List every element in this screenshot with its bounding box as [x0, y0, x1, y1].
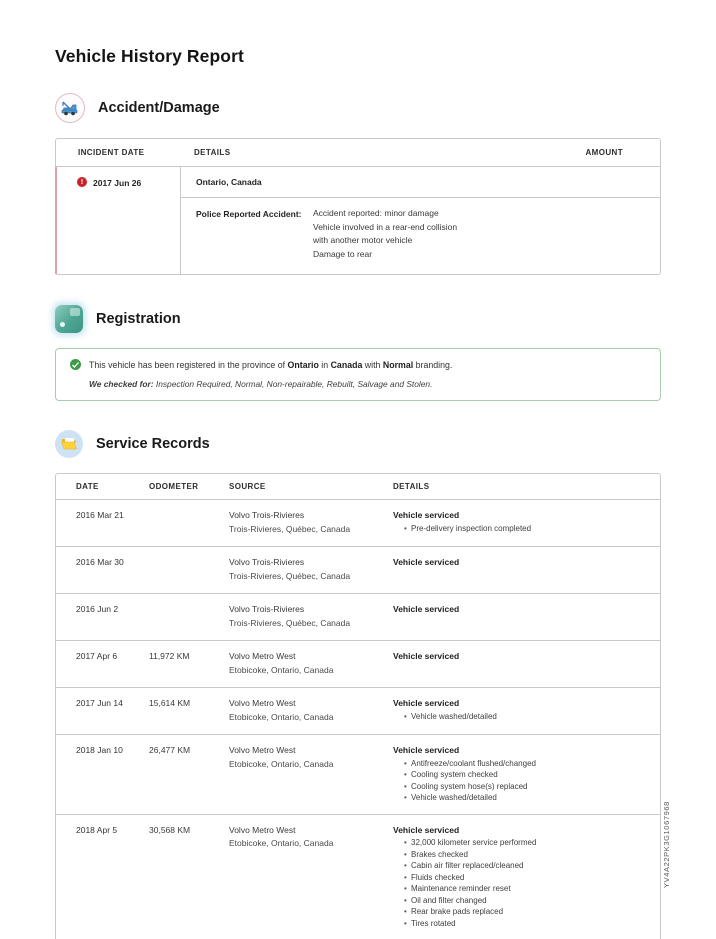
service-details [393, 824, 660, 930]
service-detail-text: 32,000 kilometer service performed [404, 837, 536, 849]
service-detail-text: Cooling system hose(s) replaced [404, 781, 528, 793]
service-details-list [393, 523, 660, 535]
bullet-icon: • [393, 769, 404, 781]
registration-section-title: Registration [96, 311, 181, 327]
bullet-icon: • [393, 872, 404, 884]
service-source [229, 509, 393, 536]
bullet-icon: • [393, 883, 404, 895]
service-table-row [56, 640, 660, 687]
service-date: 2018 Jan 10 [56, 744, 149, 804]
service-details [393, 556, 660, 583]
service-detail-text: Fluids checked [404, 872, 464, 884]
service-odometer: 11,972 KM [149, 650, 229, 677]
accident-col-amount: AMOUNT [530, 148, 660, 157]
service-detail-item [393, 849, 660, 861]
service-detail-item [393, 781, 660, 793]
bullet-icon: • [393, 758, 404, 770]
registration-checked-line: We checked for: Inspection Required, Normal, Non-repairable, Rebuilt, Salvage and Stolen. [89, 379, 646, 389]
accident-col-incident-date: INCIDENT DATE [56, 148, 179, 157]
accident-table [55, 138, 661, 275]
service-odometer [149, 603, 229, 630]
bullet-icon: • [393, 711, 404, 723]
service-details-title: Vehicle serviced [393, 556, 660, 570]
service-details [393, 603, 660, 630]
service-details-title: Vehicle serviced [393, 603, 660, 617]
service-source-location: Etobicoke, Ontario, Canada [229, 837, 393, 851]
vin-vertical-text: YV4A22PK3G1067968 [662, 768, 671, 888]
service-odometer: 26,477 KM [149, 744, 229, 804]
accident-report-label: Police Reported Accident: [196, 209, 313, 261]
service-source-name: Volvo Trois-Rivieres [229, 603, 393, 617]
bullet-icon: • [393, 906, 404, 918]
service-table-row [56, 814, 660, 939]
service-table [55, 473, 661, 939]
service-detail-text: Cabin air filter replaced/cleaned [404, 860, 524, 872]
accident-table-header [56, 139, 660, 167]
service-detail-item [393, 758, 660, 770]
service-source [229, 697, 393, 724]
service-source [229, 744, 393, 804]
service-detail-text: Oil and filter changed [404, 895, 487, 907]
service-detail-item [393, 918, 660, 930]
service-date: 2016 Mar 21 [56, 509, 149, 536]
accident-report-lines [313, 209, 457, 261]
check-icon [70, 359, 81, 370]
registration-card-icon [55, 305, 83, 333]
accident-report-line: Damage to rear [313, 248, 457, 262]
registration-notice [55, 348, 661, 401]
bullet-icon: • [393, 837, 404, 849]
service-detail-text: Brakes checked [404, 849, 468, 861]
service-detail-text: Rear brake pads replaced [404, 906, 503, 918]
service-col-date: DATE [56, 482, 149, 491]
service-odometer: 15,614 KM [149, 697, 229, 724]
service-details [393, 650, 660, 677]
service-source-location: Trois-Rivieres, Québec, Canada [229, 523, 393, 537]
service-table-header [56, 474, 660, 499]
service-detail-item [393, 860, 660, 872]
service-details-title: Vehicle serviced [393, 650, 660, 664]
accident-col-details: DETAILS [179, 148, 530, 157]
service-source [229, 556, 393, 583]
service-source-name: Volvo Metro West [229, 744, 393, 758]
accident-report-line: Accident reported: minor damage [313, 207, 457, 221]
service-date: 2016 Mar 30 [56, 556, 149, 583]
service-source [229, 824, 393, 930]
service-table-row [56, 546, 660, 593]
service-odometer: 30,568 KM [149, 824, 229, 930]
service-details-title: Vehicle serviced [393, 509, 660, 523]
service-source-name: Volvo Trois-Rivieres [229, 509, 393, 523]
service-detail-text: Pre-delivery inspection completed [404, 523, 531, 535]
service-source-location: Trois-Rivieres, Québec, Canada [229, 570, 393, 584]
service-details-title: Vehicle serviced [393, 824, 660, 838]
accident-location: Ontario, Canada [181, 167, 660, 198]
bullet-icon: • [393, 895, 404, 907]
service-odometer [149, 556, 229, 583]
service-detail-text: Antifreeze/coolant flushed/changed [404, 758, 536, 770]
page-title: Vehicle History Report [55, 46, 661, 67]
service-detail-item [393, 906, 660, 918]
registration-status-text: This vehicle has been registered in the province of Ontario in Canada with Normal branding. [89, 360, 452, 370]
service-detail-text: Maintenance reminder reset [404, 883, 511, 895]
service-source-name: Volvo Metro West [229, 697, 393, 711]
service-details [393, 744, 660, 804]
service-detail-item [393, 792, 660, 804]
alert-icon: ! [77, 177, 87, 187]
service-table-row [56, 499, 660, 546]
service-odometer [149, 509, 229, 536]
service-source-name: Volvo Metro West [229, 824, 393, 838]
accident-row [55, 167, 660, 274]
accident-date: 2017 Jun 26 [93, 177, 141, 188]
service-detail-text: Tires rotated [404, 918, 456, 930]
service-detail-text: Cooling system checked [404, 769, 498, 781]
service-detail-text: Vehicle washed/detailed [404, 711, 497, 723]
service-col-odometer: ODOMETER [149, 482, 229, 491]
service-date: 2017 Jun 14 [56, 697, 149, 724]
accident-details-cell [180, 167, 660, 274]
service-table-row [56, 734, 660, 814]
service-detail-item [393, 769, 660, 781]
bullet-icon: • [393, 781, 404, 793]
service-detail-text: Vehicle washed/detailed [404, 792, 497, 804]
accident-section-title: Accident/Damage [98, 100, 220, 116]
service-date: 2017 Apr 6 [56, 650, 149, 677]
service-date: 2018 Apr 5 [56, 824, 149, 930]
accident-section-header [55, 93, 661, 123]
accident-report [181, 198, 660, 274]
service-section-header [55, 430, 661, 458]
service-detail-item [393, 883, 660, 895]
service-detail-item [393, 711, 660, 723]
service-source [229, 603, 393, 630]
registration-status-line [70, 359, 646, 370]
service-detail-item [393, 523, 660, 535]
service-details-title: Vehicle serviced [393, 697, 660, 711]
service-details [393, 697, 660, 724]
bullet-icon: • [393, 792, 404, 804]
service-details-list [393, 837, 660, 929]
service-table-body [56, 499, 660, 939]
bullet-icon: • [393, 918, 404, 930]
service-source-location: Etobicoke, Ontario, Canada [229, 711, 393, 725]
service-source-name: Volvo Metro West [229, 650, 393, 664]
service-details-list [393, 711, 660, 723]
folder-icon [55, 430, 83, 458]
bullet-icon: • [393, 849, 404, 861]
service-section-title: Service Records [96, 436, 210, 452]
service-source-location: Etobicoke, Ontario, Canada [229, 664, 393, 678]
service-source-location: Etobicoke, Ontario, Canada [229, 758, 393, 772]
bullet-icon: • [393, 523, 404, 535]
accident-report-line: Vehicle involved in a rear-end collision [313, 221, 457, 235]
service-table-row [56, 593, 660, 640]
service-details [393, 509, 660, 536]
accident-report-line: with another motor vehicle [313, 234, 457, 248]
service-details-title: Vehicle serviced [393, 744, 660, 758]
bullet-icon: • [393, 860, 404, 872]
service-source-location: Trois-Rivieres, Québec, Canada [229, 617, 393, 631]
service-table-row [56, 687, 660, 734]
service-detail-item [393, 872, 660, 884]
registration-section-header [55, 305, 661, 333]
service-col-source: SOURCE [229, 482, 393, 491]
service-detail-item [393, 837, 660, 849]
accident-date-cell [57, 167, 180, 274]
service-col-details: DETAILS [393, 482, 660, 491]
service-source [229, 650, 393, 677]
service-source-name: Volvo Trois-Rivieres [229, 556, 393, 570]
tow-truck-icon [55, 93, 85, 123]
service-detail-item [393, 895, 660, 907]
service-date: 2016 Jun 2 [56, 603, 149, 630]
service-details-list [393, 758, 660, 804]
